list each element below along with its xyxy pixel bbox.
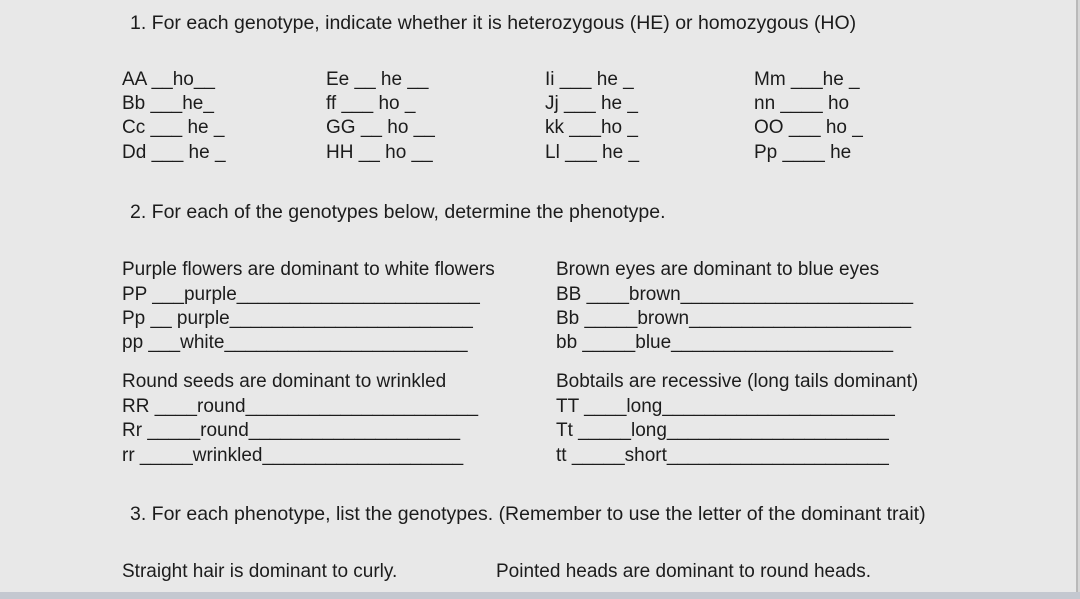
question-2-title: 2. For each of the genotypes below, determine the phenotype. [130, 201, 666, 223]
genotype-item: Ll ___ he _ [545, 142, 640, 163]
genotype-item: HH __ ho __ [326, 142, 433, 163]
question-1-title: 1. For each genotype, indicate whether it is heterozygous (HE) or homozygous (HO) [130, 12, 857, 34]
genotype-item: nn ____ ho [754, 93, 850, 114]
phenotype-line: Pp __ purple_______________________ [122, 308, 473, 329]
genotype-item: AA __ho__ [122, 69, 215, 90]
question-3-title: 3. For each phenotype, list the genotypes. (Remember to use the letter of the dominant trait) [130, 503, 926, 525]
genotype-item: Mm ___he _ [754, 69, 860, 90]
genotype-item: GG __ ho __ [326, 117, 435, 138]
trait-heading: Bobtails are recessive (long tails dominant) [556, 371, 919, 392]
genotype-item: Ee __ he __ [326, 69, 429, 90]
genotype-item: Jj ___ he _ [545, 93, 638, 114]
phenotype-line: PP ___purple_______________________ [122, 284, 480, 305]
genotype-item: Pp ____ he [754, 142, 852, 163]
phenotype-line: Tt _____long_____________________ [556, 420, 889, 441]
phenotype-line: Rr _____round____________________ [122, 420, 461, 441]
bottom-edge [0, 592, 1080, 599]
genotype-item: kk ___ho _ [545, 117, 638, 138]
genotype-item: Bb ___he_ [122, 93, 214, 114]
phenotype-line: pp ___white_______________________ [122, 332, 468, 353]
phenotype-line: RR ____round______________________ [122, 396, 479, 417]
phenotype-line: Bb _____brown_____________________ [556, 308, 912, 329]
genotype-item: OO ___ ho _ [754, 117, 863, 138]
trait-heading: Purple flowers are dominant to white flowers [122, 259, 495, 280]
trait-heading: Straight hair is dominant to curly. [122, 561, 398, 582]
trait-heading: Pointed heads are dominant to round heads. [496, 561, 871, 582]
phenotype-line: rr _____wrinkled___________________ [122, 445, 464, 466]
phenotype-line: tt _____short_____________________ [556, 445, 889, 466]
genotype-item: Dd ___ he _ [122, 142, 226, 163]
phenotype-line: TT ____long______________________ [556, 396, 895, 417]
phenotype-line: bb _____blue_____________________ [556, 332, 894, 353]
genotype-item: ff ___ ho _ [326, 93, 416, 114]
phenotype-line: BB ____brown______________________ [556, 284, 914, 305]
trait-heading: Brown eyes are dominant to blue eyes [556, 259, 880, 280]
genotype-item: Ii ___ he _ [545, 69, 634, 90]
trait-heading: Round seeds are dominant to wrinkled [122, 371, 447, 392]
genotype-item: Cc ___ he _ [122, 117, 225, 138]
